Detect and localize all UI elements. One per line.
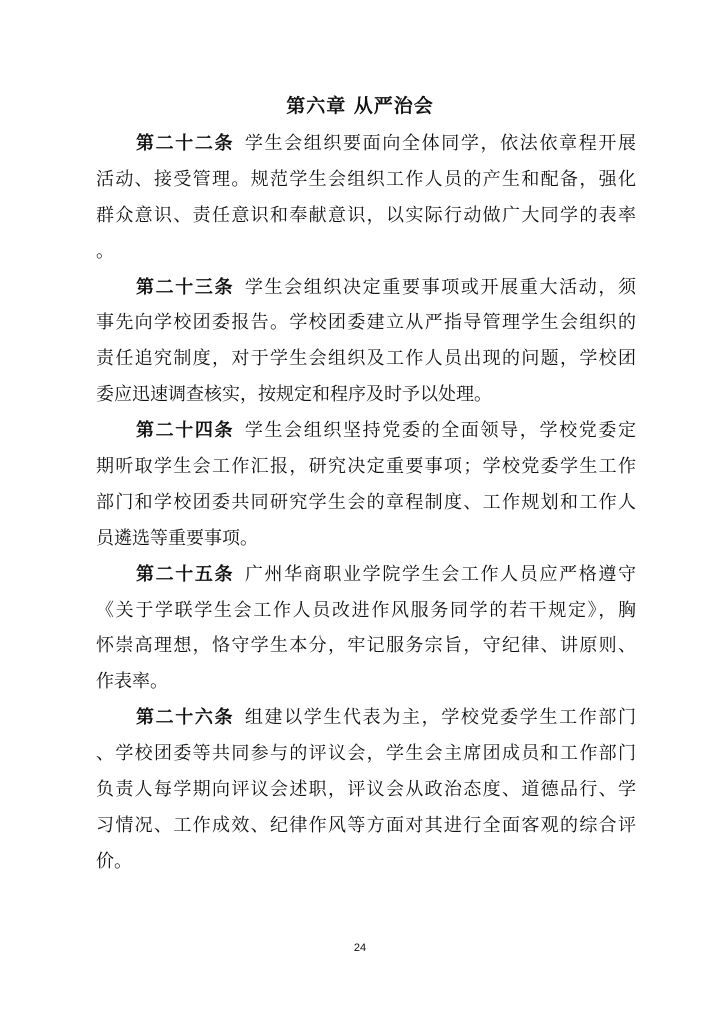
document-body (96, 126, 636, 880)
text-line (96, 628, 636, 664)
article-text: 部门和学校团委共同研究学生会的章程制度、工作规划和工作人 (96, 491, 636, 513)
text-line (96, 377, 636, 413)
text-line (96, 449, 636, 485)
article-text: 活动、接受管理。规范学生会组织工作人员的产生和配备，强化 (96, 168, 636, 190)
article-text: 学生会组织决定重要事项或开展重大活动，须 (243, 276, 637, 298)
article-text: 习情况、工作成效、纪律作风等方面对其进行全面客观的综合评 (96, 814, 636, 836)
text-line (96, 557, 636, 593)
article-text: 群众意识、责任意识和奉献意识，以实际行动做广大同学的表率 (96, 204, 636, 226)
article-heading: 第二十六条 (136, 707, 235, 729)
article-text: 、学校团委等共同参与的评议会，学生会主席团成员和工作部门 (96, 743, 636, 765)
text-line (96, 234, 636, 270)
article-text: 期听取学生会工作汇报，研究决定重要事项；学校党委学生工作 (96, 456, 636, 478)
text-line (96, 700, 636, 736)
article-heading: 第二十二条 (136, 133, 235, 154)
text-line (96, 270, 636, 306)
article-paragraph (96, 700, 636, 879)
text-line (96, 593, 636, 629)
text-line (96, 844, 636, 880)
article-text: 价。 (96, 850, 132, 872)
text-line (96, 162, 636, 198)
article-heading: 第二十三条 (136, 276, 235, 298)
article-text: 怀崇高理想，恪守学生本分，牢记服务宗旨，守纪律、讲原则、 (96, 635, 636, 657)
article-text: 作表率。 (96, 671, 168, 693)
article-paragraph (96, 557, 636, 701)
text-line (96, 126, 636, 162)
article-text: 组建以学生代表为主，学校党委学生工作部门 (243, 707, 637, 729)
article-text: 。 (96, 240, 114, 262)
article-text: 委应迅速调查核实，按规定和程序及时予以处理。 (96, 384, 492, 406)
article-text: 员遴选等重要事项。 (96, 527, 258, 549)
article-text: 负责人每学期向评议会述职，评议会从政治态度、道德品行、学 (96, 779, 636, 801)
chapter-title: 第六章 从严治会 (286, 95, 434, 117)
text-line (96, 808, 636, 844)
article-text: 广州华商职业学院学生会工作人员应严格遵守 (243, 563, 637, 585)
text-line (96, 305, 636, 341)
article-text: 学生会组织要面向全体同学，依法依章程开展 (243, 133, 637, 154)
text-line (96, 736, 636, 772)
article-paragraph (96, 126, 636, 270)
text-line (96, 772, 636, 808)
article-text: 事先向学校团委报告。学校团委建立从严指导管理学生会组织的 (96, 312, 636, 334)
article-paragraph (96, 270, 636, 414)
article-text: 责任追究制度，对于学生会组织及工作人员出现的问题，学校团 (96, 348, 636, 370)
article-text: 学生会组织坚持党委的全面领导，学校党委定 (243, 420, 637, 442)
text-line (96, 341, 636, 377)
text-line (96, 485, 636, 521)
article-heading: 第二十五条 (136, 563, 235, 585)
article-heading: 第二十四条 (136, 420, 235, 442)
text-line (96, 664, 636, 700)
text-line (96, 198, 636, 234)
text-line (96, 521, 636, 557)
article-paragraph (96, 413, 636, 557)
article-text: 《关于学联学生会工作人员改进作风服务同学的若干规定》，胸 (96, 599, 636, 621)
page-number: 24 (353, 942, 367, 954)
text-line (96, 413, 636, 449)
